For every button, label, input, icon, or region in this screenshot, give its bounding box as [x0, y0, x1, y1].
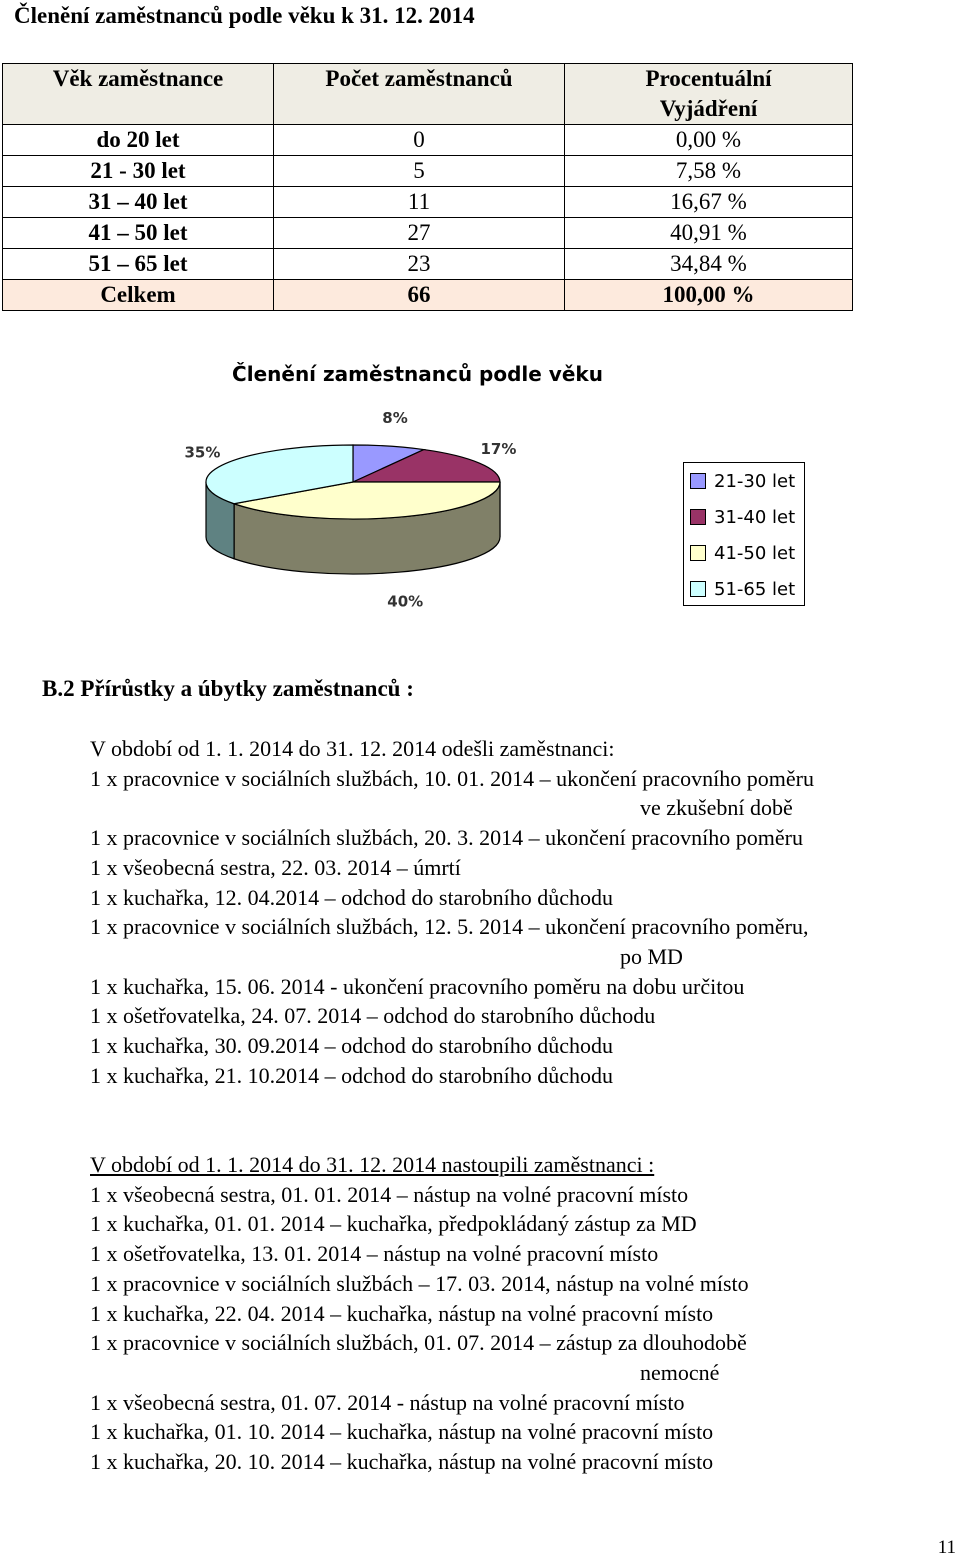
percent-cell: 40,91 % [565, 218, 853, 249]
legend-swatch [690, 581, 706, 597]
percent-cell: 16,67 % [565, 187, 853, 218]
page-number: 11 [937, 1537, 956, 1558]
legend-label: 21-30 let [714, 470, 796, 492]
legend-item [684, 535, 804, 571]
list-item: 1 x kuchařka, 30. 09.2014 – odchod do starobního důchodu [90, 1033, 614, 1059]
pie-chart [175, 409, 517, 620]
age-cell: 41 – 50 let [3, 218, 274, 249]
list-item: 1 x všeobecná sestra, 01. 01. 2014 – nástup na volné pracovní místo [90, 1181, 689, 1207]
pie-label-0: 8% [382, 409, 408, 428]
list-item: 1 x kuchařka, 12. 04.2014 – odchod do starobního důchodu [90, 884, 614, 910]
joined-list [90, 1150, 749, 1477]
header-percent [565, 64, 853, 125]
page-heading: Členění zaměstnanců podle věku k 31. 12. 2014 [14, 3, 475, 28]
list-item: 1 x pracovnice v sociálních službách, 01. 07. 2014 – zástup za dlouhodobě [90, 1330, 747, 1356]
pie-label-2: 40% [387, 592, 424, 611]
list-item: 1 x kuchařka, 01. 10. 2014 – kuchařka, nástup na volné pracovní místo [90, 1419, 714, 1445]
percent-cell: 0,00 % [565, 125, 853, 156]
table-total-row [3, 280, 853, 311]
age-cell: 31 – 40 let [3, 187, 274, 218]
legend-item [684, 463, 804, 499]
list-item: 1 x pracovnice v sociálních službách – 17. 03. 2014, nástup na volné místo [90, 1270, 749, 1296]
table-row [3, 218, 853, 249]
table-row [3, 125, 853, 156]
age-cell: 21 - 30 let [3, 156, 274, 187]
chart-title: Členění zaměstnanců podle věku [232, 362, 603, 386]
count-cell: 0 [274, 125, 565, 156]
count-cell: 27 [274, 218, 565, 249]
age-cell: do 20 let [3, 125, 274, 156]
percent-cell: 34,84 % [565, 249, 853, 280]
pie-label-1: 17% [480, 439, 517, 458]
table-header-row [3, 64, 853, 125]
list-item: 1 x kuchařka, 21. 10.2014 – odchod do starobního důchodu [90, 1062, 614, 1088]
count-cell: 23 [274, 249, 565, 280]
age-cell: 51 – 65 let [3, 249, 274, 280]
header-percent-text: Procentuální Vyjádření [645, 66, 772, 121]
list-item: 1 x všeobecná sestra, 01. 07. 2014 - nástup na volné pracovní místo [90, 1389, 685, 1415]
legend-label: 41-50 let [714, 542, 796, 564]
pie-slices [206, 445, 500, 519]
list-item: 1 x ošetřovatelka, 13. 01. 2014 – nástup na volné pracovní místo [90, 1241, 659, 1267]
total-count: 66 [274, 280, 565, 311]
list-item-continuation: ve zkušební době [640, 795, 793, 821]
header-count: Počet zaměstnanců [274, 64, 565, 125]
legend-item [684, 571, 804, 607]
legend-item [684, 499, 804, 535]
count-cell: 5 [274, 156, 565, 187]
list-item-continuation: nemocné [640, 1359, 720, 1385]
total-label: Celkem [3, 280, 274, 311]
header-age: Věk zaměstnance [3, 64, 274, 125]
pie-label-3: 35% [184, 443, 221, 462]
legend-swatch [690, 473, 706, 489]
table-row [3, 156, 853, 187]
departed-list [90, 734, 814, 1090]
legend-label: 31-40 let [714, 506, 796, 528]
joined-intro: V období od 1. 1. 2014 do 31. 12. 2014 nastoupili zaměstnanci : [90, 1152, 655, 1177]
percent-cell: 7,58 % [565, 156, 853, 187]
total-percent: 100,00 % [565, 280, 853, 311]
section-title: B.2 Přírůstky a úbytky zaměstnanců : [42, 676, 414, 701]
chart-legend [683, 462, 805, 606]
list-item: 1 x kuchařka, 15. 06. 2014 - ukončení pracovního poměru na dobu určitou [90, 973, 745, 999]
age-table [2, 63, 853, 311]
list-item: 1 x kuchařka, 22. 04. 2014 – kuchařka, nástup na volné pracovní místo [90, 1300, 714, 1326]
table-row [3, 187, 853, 218]
list-item: 1 x kuchařka, 20. 10. 2014 – kuchařka, nástup na volné pracovní místo [90, 1449, 714, 1475]
list-item-continuation: po MD [620, 943, 683, 969]
list-item: 1 x pracovnice v sociálních službách, 12. 5. 2014 – ukončení pracovního poměru, [90, 914, 809, 940]
legend-swatch [690, 509, 706, 525]
list-item: 1 x pracovnice v sociálních službách, 20. 3. 2014 – ukončení pracovního poměru [90, 825, 803, 851]
list-item: 1 x pracovnice v sociálních službách, 10. 01. 2014 – ukončení pracovního poměru [90, 765, 814, 791]
table-row [3, 249, 853, 280]
list-item: 1 x všeobecná sestra, 22. 03. 2014 – úmrtí [90, 854, 461, 880]
list-item: 1 x ošetřovatelka, 24. 07. 2014 – odchod do starobního důchodu [90, 1003, 656, 1029]
legend-label: 51-65 let [714, 578, 796, 600]
count-cell: 11 [274, 187, 565, 218]
departed-intro: V období od 1. 1. 2014 do 31. 12. 2014 odešli zaměstnanci: [90, 736, 615, 761]
legend-swatch [690, 545, 706, 561]
list-item: 1 x kuchařka, 01. 01. 2014 – kuchařka, předpokládaný zástup za MD [90, 1211, 697, 1237]
